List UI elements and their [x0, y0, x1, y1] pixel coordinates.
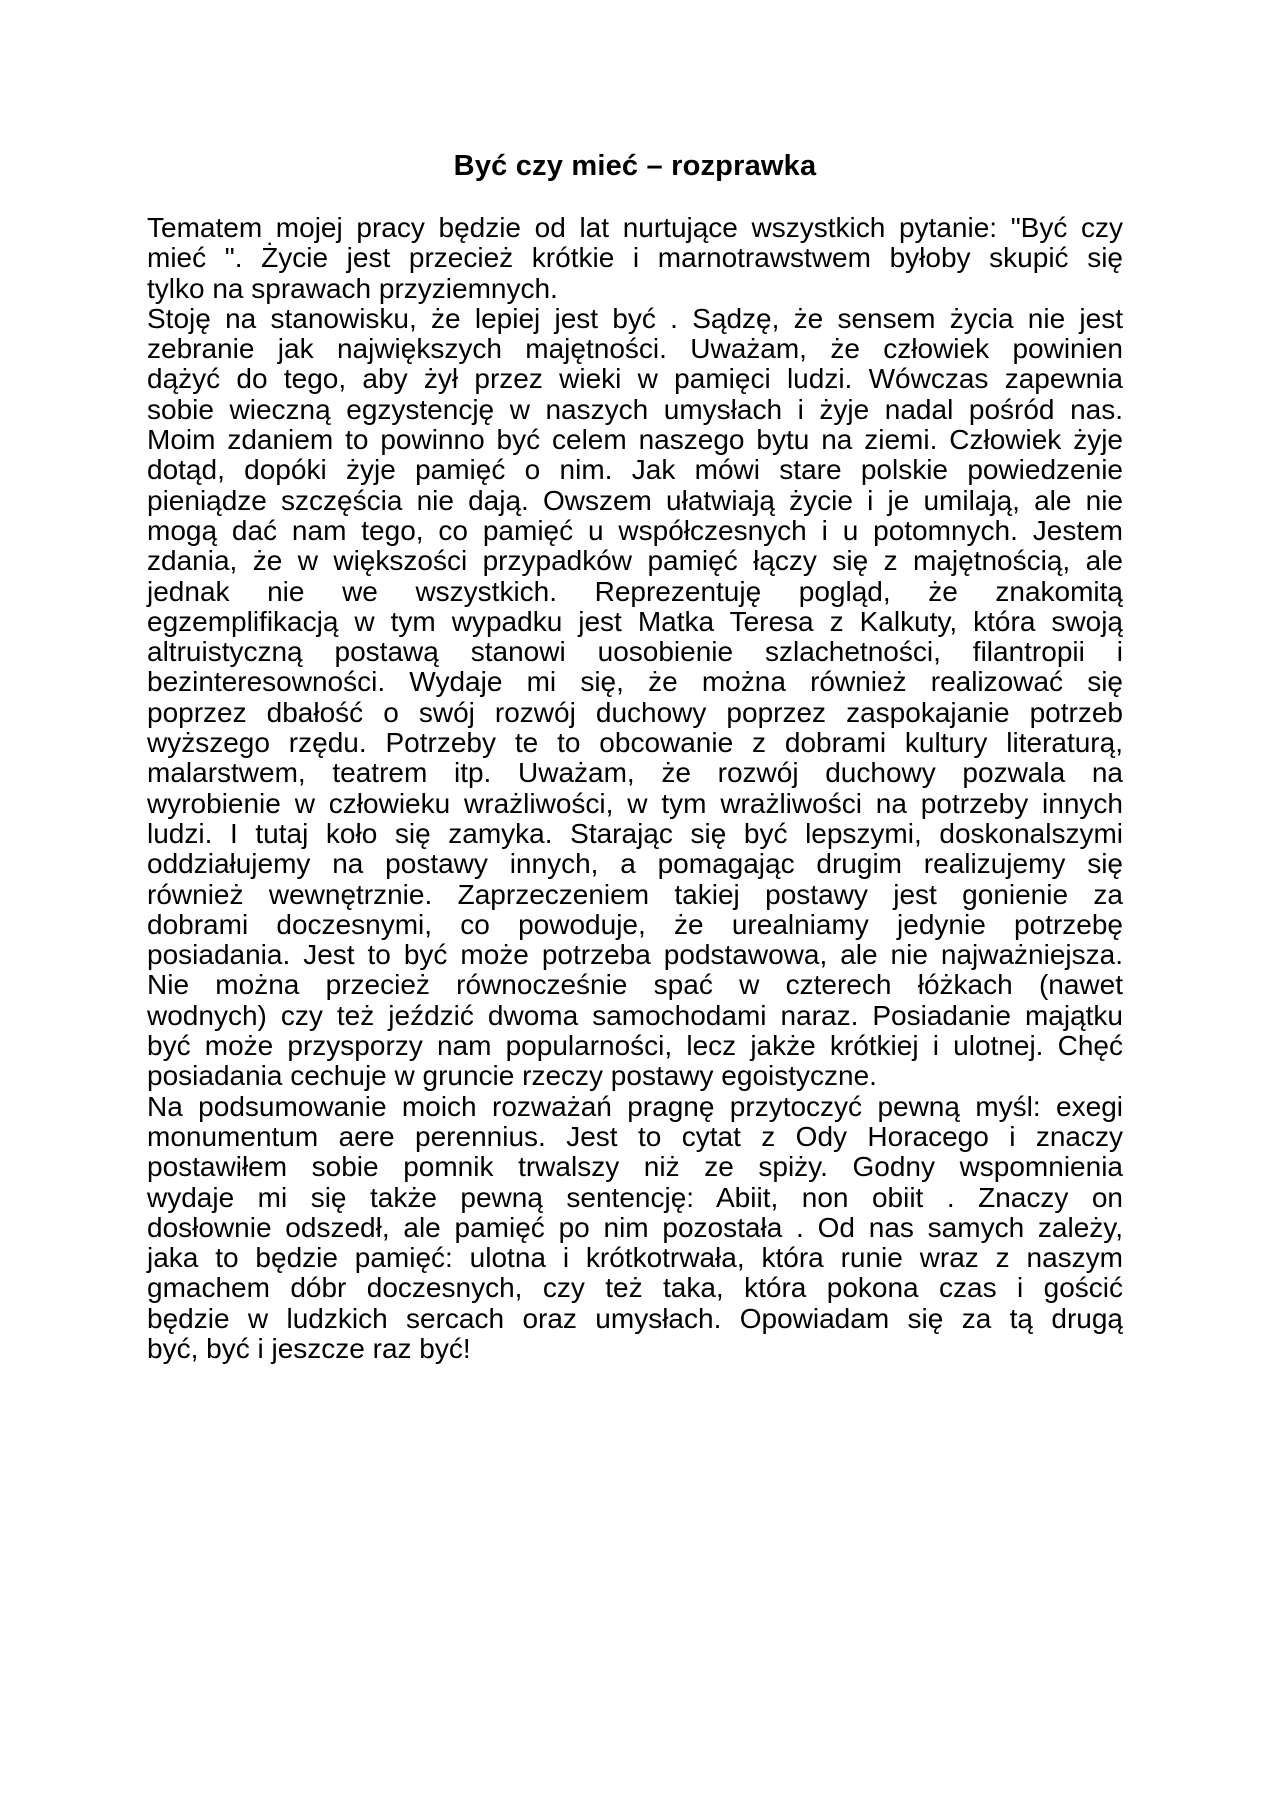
text-line: wydaje mi się także pewną sentencję: Abiit, non obiit . Znaczy on — [147, 1181, 1123, 1213]
text-line: jednak nie we wszystkich. Reprezentuję pogląd, że znakomitą — [147, 575, 1123, 607]
text-line: dobrami doczesnymi, co powoduje, że urealniamy jedynie potrzebę — [147, 908, 1123, 940]
text-line: wodnych) czy też jeździć dwoma samochodami naraz. Posiadanie majątku — [147, 999, 1123, 1031]
text-line: Nie można przecież równocześnie spać w czterech łóżkach (nawet — [147, 969, 1123, 1001]
text-line: mieć ". Życie jest przecież krótkie i marnotrawstwem byłoby skupić się — [147, 242, 1123, 274]
text-line: posiadania. Jest to być może potrzeba podstawowa, ale nie najważniejsza. — [147, 939, 1123, 971]
text-line: być może przysporzy nam popularności, lecz jakże krótkiej i ulotnej. Chęć — [147, 1030, 1123, 1062]
text-line: wyrobienie w człowieku wrażliwości, w tym wrażliwości na potrzeby innych — [147, 787, 1123, 819]
text-line: altruistyczną postawą stanowi uosobienie szlachetności, filantropii i — [147, 636, 1123, 668]
text-line: postawiłem sobie pomnik trwalszy niż ze spiży. Godny wspomnienia — [147, 1151, 1123, 1183]
text-line: tylko na sprawach przyziemnych. — [147, 272, 558, 304]
text-line: gmachem dóbr doczesnych, czy też taka, która pokona czas i gościć — [147, 1272, 1123, 1304]
text-line: ludzi. I tutaj koło się zamyka. Starając się być lepszymi, doskonalszymi — [147, 817, 1123, 849]
text-line: Stoję na stanowisku, że lepiej jest być . Sądzę, że sensem życia nie jest — [147, 302, 1123, 334]
text-line: pieniądze szczęścia nie dają. Owszem ułatwiają życie i je umilają, ale nie — [147, 484, 1123, 516]
text-line: egzemplifikacją w tym wypadku jest Matka Teresa z Kalkuty, która swoją — [147, 605, 1123, 637]
text-line: dążyć do tego, aby żył przez wieki w pamięci ludzi. Wówczas zapewnia — [147, 363, 1123, 395]
text-line: będzie w ludzkich sercach oraz umysłach. Opowiadam się za tą drugą — [147, 1302, 1123, 1334]
text-line: zebranie jak największych majętności. Uważam, że człowiek powinien — [147, 333, 1123, 365]
text-line: dotąd, dopóki żyje pamięć o nim. Jak mówi stare polskie powiedzenie — [147, 454, 1123, 486]
text-line: również wewnętrznie. Zaprzeczeniem takiej postawy jest gonienie za — [147, 878, 1123, 910]
text-line: oddziałujemy na postawy innych, a pomagając drugim realizujemy się — [147, 848, 1123, 880]
text-line: dosłownie odszedł, ale pamięć po nim pozostała . Od nas samych zależy, — [147, 1211, 1123, 1243]
text-line: posiadania cechuje w gruncie rzeczy postawy egoistyczne. — [147, 1060, 877, 1092]
text-line: monumentum aere perennius. Jest to cytat z Ody Horacego i znaczy — [147, 1120, 1123, 1152]
text-line: Na podsumowanie moich rozważań pragnę przytoczyć pewną myśl: exegi — [147, 1090, 1123, 1122]
text-line: wyższego rzędu. Potrzeby te to obcowanie z dobrami kultury literaturą, — [147, 727, 1123, 759]
text-line: Tematem mojej pracy będzie od lat nurtujące wszystkich pytanie: "Być czy — [147, 212, 1123, 243]
document-body — [147, 213, 1123, 1364]
text-column — [147, 150, 1123, 1364]
text-line: zdania, że w większości przypadków pamięć łączy się z majętnością, ale — [147, 545, 1123, 577]
text-line: bezinteresowności. Wydaje mi się, że można również realizować się — [147, 666, 1123, 698]
text-line: być, być i jeszcze raz być! — [147, 1332, 471, 1364]
document-title: Być czy mieć – rozprawka — [453, 150, 817, 182]
text-line: jaka to będzie pamięć: ulotna i krótkotrwała, która runie wraz z naszym — [147, 1242, 1123, 1274]
text-line: sobie wieczną egzystencję w naszych umysłach i żyje nadal pośród nas. — [147, 393, 1123, 425]
text-line: mogą dać nam tego, co pamięć u współczesnych i u potomnych. Jestem — [147, 514, 1123, 546]
text-line: poprzez dbałość o swój rozwój duchowy poprzez zaspokajanie potrzeb — [147, 696, 1123, 728]
text-line: Moim zdaniem to powinno być celem naszego bytu na ziemi. Człowiek żyje — [147, 424, 1123, 456]
text-line: malarstwem, teatrem itp. Uważam, że rozwój duchowy pozwala na — [147, 757, 1123, 789]
